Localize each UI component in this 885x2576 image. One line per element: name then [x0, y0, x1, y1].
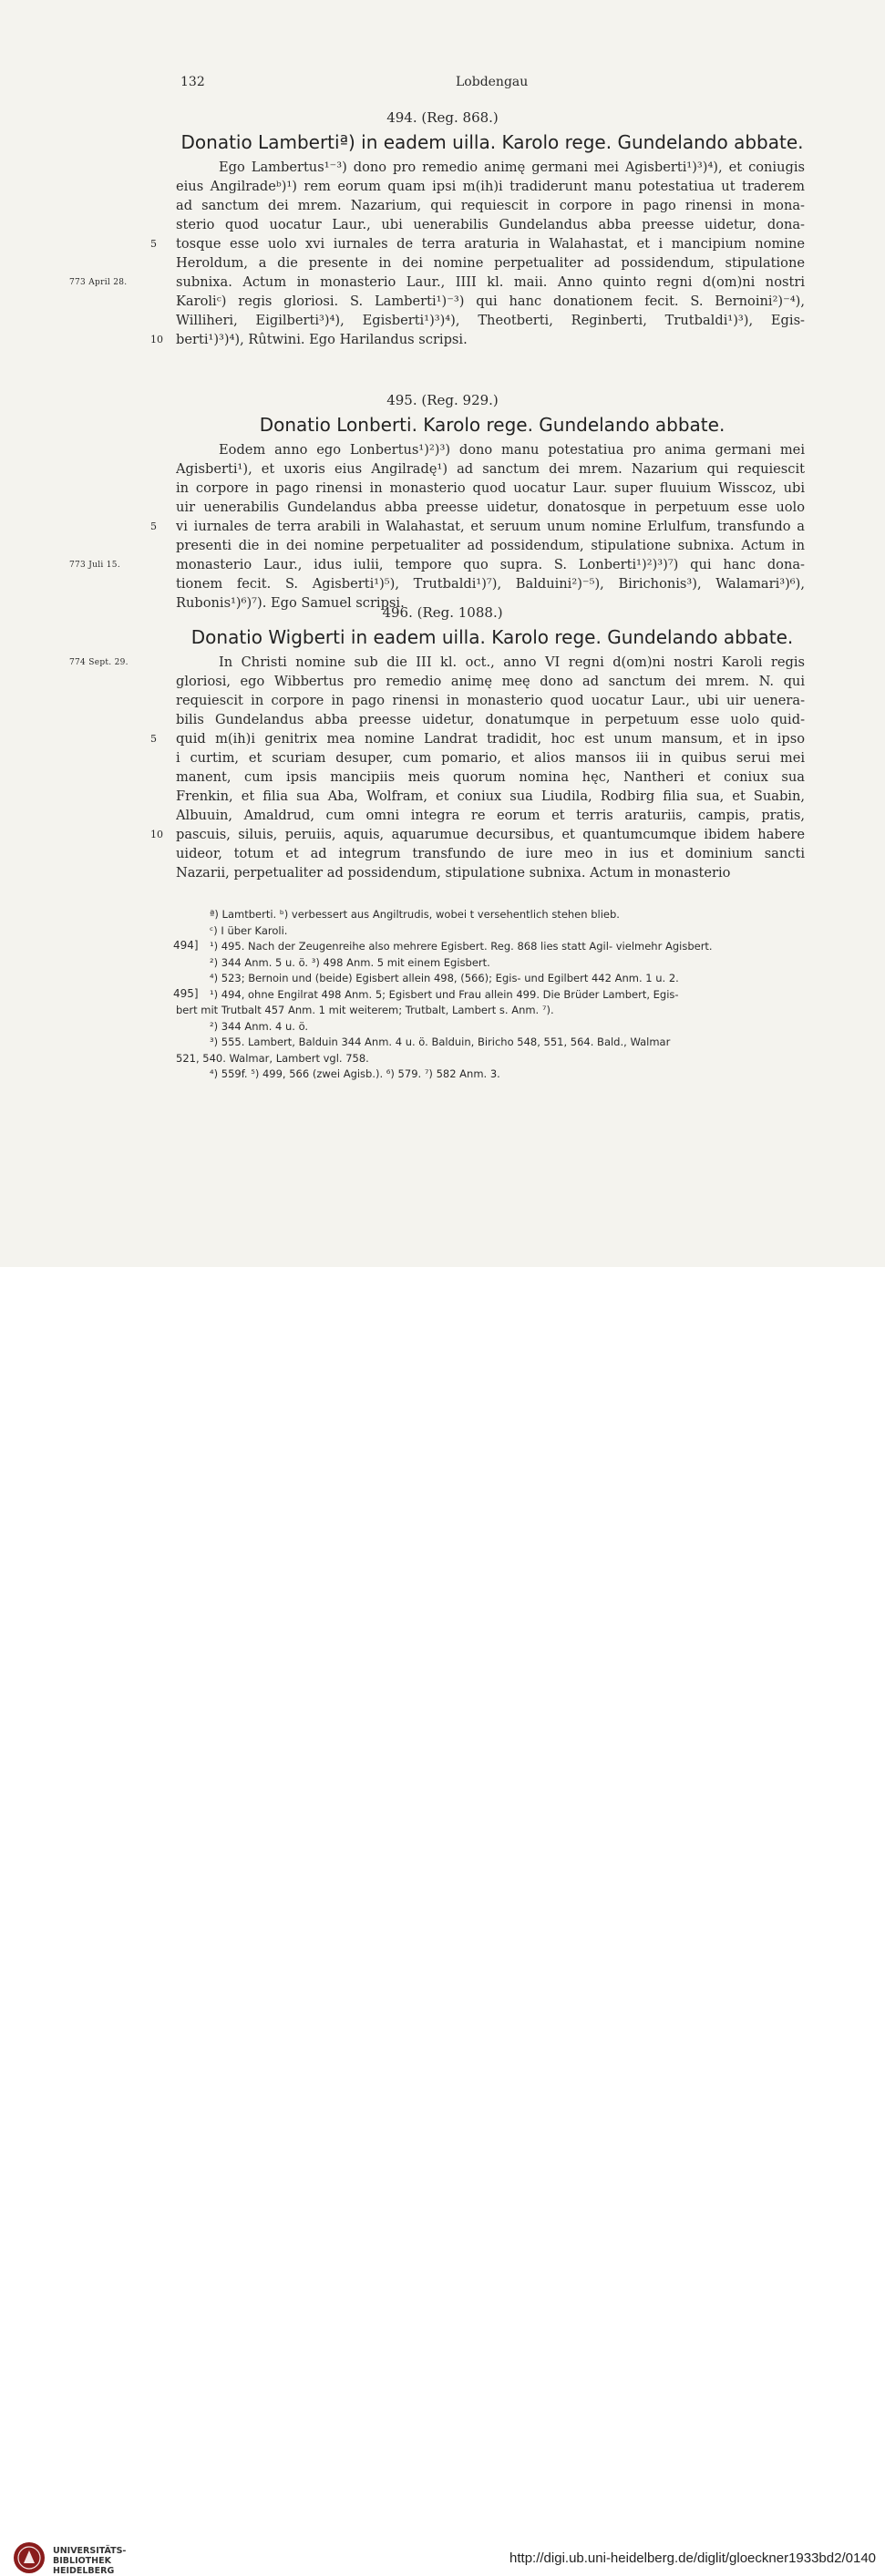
running-title: Lobdengau	[456, 75, 529, 89]
footnote-line: ¹) 495. Nach der Zeugenreihe also mehrere Egisbert. Reg. 868 lies statt Agil- vielmehr Agisbert.	[210, 940, 713, 953]
text-line: berti¹)³)⁴), Rûtwini. Ego Harilandus scripsi.	[176, 332, 468, 347]
footnote-line: ⁴) 523; Bernoin und (beide) Egisbert allein 498, (566); Egis- und Egilbert 442 Anm. 1 u. 2.	[210, 972, 679, 984]
text-line: manent, cum ipsis mancipiis meis quorum nomina hęc, Nantheri et coniux sua	[176, 769, 805, 785]
section-heading: 496. (Reg. 1088.)	[382, 604, 503, 621]
text-line: requiescit in corpore in pago rinensi in monasterio quod uocatur Laur., ubi uir uenera-	[176, 693, 805, 708]
text-line: bilis Gundelandus abba preesse uidetur, donatumque in perpetuum esse uolo quid-	[176, 712, 805, 727]
section-title: Donatio Lonberti. Karolo rege. Gundelando abbate.	[259, 414, 725, 436]
section-title: Donatio Wigberti in eadem uilla. Karolo rege. Gundelando abbate.	[190, 626, 794, 648]
text-line: quid m(ih)i genitrix mea nomine Landrat tradidit, hoc est unum mansum, et in ipso	[176, 731, 805, 747]
university-seal-icon	[13, 2541, 46, 2574]
text-line: Agisberti¹), et uxoris eius Angilradę¹) ad sanctum dei mrem. Nazarium qui requiescit	[176, 461, 805, 477]
text-line: tionem fecit. S. Agisberti¹)⁵), Trutbaldi¹)⁷), Balduini²)⁻⁵), Birichonis³), Walamari³)⁶),	[176, 576, 805, 592]
text-line: in corpore in pago rinensi in monasterio quod uocatur Laur. super fluuium Wisscoz, ubi	[176, 480, 805, 496]
page-number: 132	[180, 75, 205, 89]
text-line: vi iurnales de terra arabili in Walahastat, et seruum unum nomine Erlulfum, transfundo a	[176, 519, 805, 534]
footnote-line: ²) 344 Anm. 5 u. ö. ³) 498 Anm. 5 mit einem Egisbert.	[210, 955, 490, 969]
library-name-line: BIBLIOTHEK	[53, 2556, 111, 2566]
section-heading: 494. (Reg. 868.)	[386, 109, 499, 126]
text-line: gloriosi, ego Wibbertus pro remedio animę meę dono ad sanctum dei mrem. N. qui	[176, 674, 805, 689]
text-line: uir uenerabilis Gundelandus abba preesse uidetur, donatosque in perpetuum esse uolo	[176, 500, 805, 515]
text-line: pascuis, siluis, peruiis, aquis, aquarumue decursibus, et quantumcumque ibidem habere	[176, 827, 805, 842]
line-number: 5	[150, 733, 157, 745]
line-number: 10	[150, 334, 163, 345]
footnote-line: ²) 344 Anm. 4 u. ö.	[210, 1019, 309, 1033]
line-number: 5	[150, 520, 157, 532]
line-number: 10	[150, 829, 163, 840]
footnote-line: ª) Lamtberti. ᵇ) verbessert aus Angiltrudis, wobei t versehentlich stehen blieb.	[210, 908, 620, 921]
text-line: sterio quod uocatur Laur., ubi uenerabilis Gundelandus abba preesse uidetur, dona-	[176, 217, 805, 232]
text-line: Frenkin, et filia sua Aba, Wolfram, et coniux sua Liudila, Rodbirg filia sua, et Suabin,	[176, 788, 805, 804]
text-line: monasterio Laur., idus iulii, tempore quo supra. S. Lonberti¹)²)³)⁷) qui hanc dona-	[176, 557, 805, 572]
library-name-line: HEIDELBERG	[53, 2566, 115, 2576]
viewer-footer	[0, 1267, 885, 2576]
section-title: Donatio Lambertiª) in eadem uilla. Karolo rege. Gundelando abbate.	[180, 131, 804, 153]
footnote-section-marker: 495]	[173, 986, 199, 1000]
footnote-line: ³) 555. Lambert, Balduin 344 Anm. 4 u. ö. Balduin, Biricho 548, 551, 564. Bald., Walmar	[210, 1036, 671, 1048]
margin-date: 773 April 28.	[69, 278, 128, 287]
scanned-page	[0, 0, 885, 1267]
text-line: i curtim, et scuriam desuper, cum pomario, et alios mansos iii in quibus serui mei	[176, 750, 805, 766]
text-line: Karoliᶜ) regis gloriosi. S. Lamberti¹)⁻³) qui hanc donationem fecit. S. Bernoini²)⁻⁴),	[176, 294, 805, 309]
text-line: eius Angilradeᵇ)¹) rem eorum quam ipsi m(ih)i tradiderunt manu potestatiua ut traderem	[176, 179, 805, 194]
text-line: presenti die in dei nomine perpetualiter ad possidendum, stipulatione subnixa. Actum in	[176, 538, 805, 553]
text-line: Williheri, Eigilberti³)⁴), Egisberti¹)³)⁴), Theotberti, Reginberti, Trutbaldi¹)³), Egis-	[176, 313, 805, 328]
footnote-line: ¹) 494, ohne Engilrat 498 Anm. 5; Egisbert und Frau allein 499. Die Brüder Lambert, Egis-	[210, 987, 679, 1001]
text-line: Ego Lambertus¹⁻³) dono pro remedio animę germani mei Agisberti¹)³)⁴), et coniugis	[219, 160, 805, 175]
margin-date: 773 Juli 15.	[69, 561, 120, 570]
footnote-section-marker: 494]	[173, 939, 199, 952]
text-line: Eodem anno ego Lonbertus¹)²)³) dono manu potestatiua pro anima germani mei	[219, 442, 805, 458]
footnote-line: bert mit Trutbalt 457 Anm. 1 mit weiterem; Trutbalt, Lambert s. Anm. ⁷).	[176, 1004, 554, 1016]
text-line: Heroldum, a die presente in dei nomine perpetualiter ad possidendum, stipulatione	[176, 255, 805, 271]
footnote-line: ᶜ) I über Karoli.	[210, 923, 288, 937]
text-line: subnixa. Actum in monasterio Laur., IIII kl. maii. Anno quinto regni d(om)ni nostri	[176, 274, 805, 290]
text-line: Rubonis¹)⁶)⁷). Ego Samuel scripsi.	[176, 595, 405, 611]
text-line: Albuuin, Amaldrud, cum omni integra re eorum et terris araturiis, campis, pratis,	[176, 808, 805, 823]
library-name-line: UNIVERSITÄTS-	[53, 2546, 127, 2556]
line-number: 5	[150, 238, 157, 250]
section-heading: 495. (Reg. 929.)	[386, 392, 499, 408]
source-url-link[interactable]: http://digi.ub.uni-heidelberg.de/diglit/gloeckner1933bd2/0140	[509, 2550, 876, 2566]
text-line: uideor, totum et ad integrum transfundo de iure meo in ius et dominium sancti	[176, 846, 805, 861]
library-name	[53, 2546, 126, 2576]
text-line: In Christi nomine sub die III kl. oct., anno VI regni d(om)ni nostri Karoli regis	[219, 654, 805, 670]
footnote-line: ⁴) 559f. ⁵) 499, 566 (zwei Agisb.). ⁶) 579. ⁷) 582 Anm. 3.	[210, 1067, 500, 1080]
text-line: Nazarii, perpetualiter ad possidendum, stipulatione subnixa. Actum in monasterio	[176, 865, 731, 881]
margin-date: 774 Sept. 29.	[69, 658, 129, 667]
footnote-line: 521, 540. Walmar, Lambert vgl. 758.	[176, 1051, 369, 1065]
text-line: ad sanctum dei mrem. Nazarium, qui requiescit in corpore in pago rinensi in mona-	[176, 198, 805, 213]
text-line: tosque esse uolo xvi iurnales de terra araturia in Walahastat, et i mancipium nomine	[176, 236, 805, 252]
